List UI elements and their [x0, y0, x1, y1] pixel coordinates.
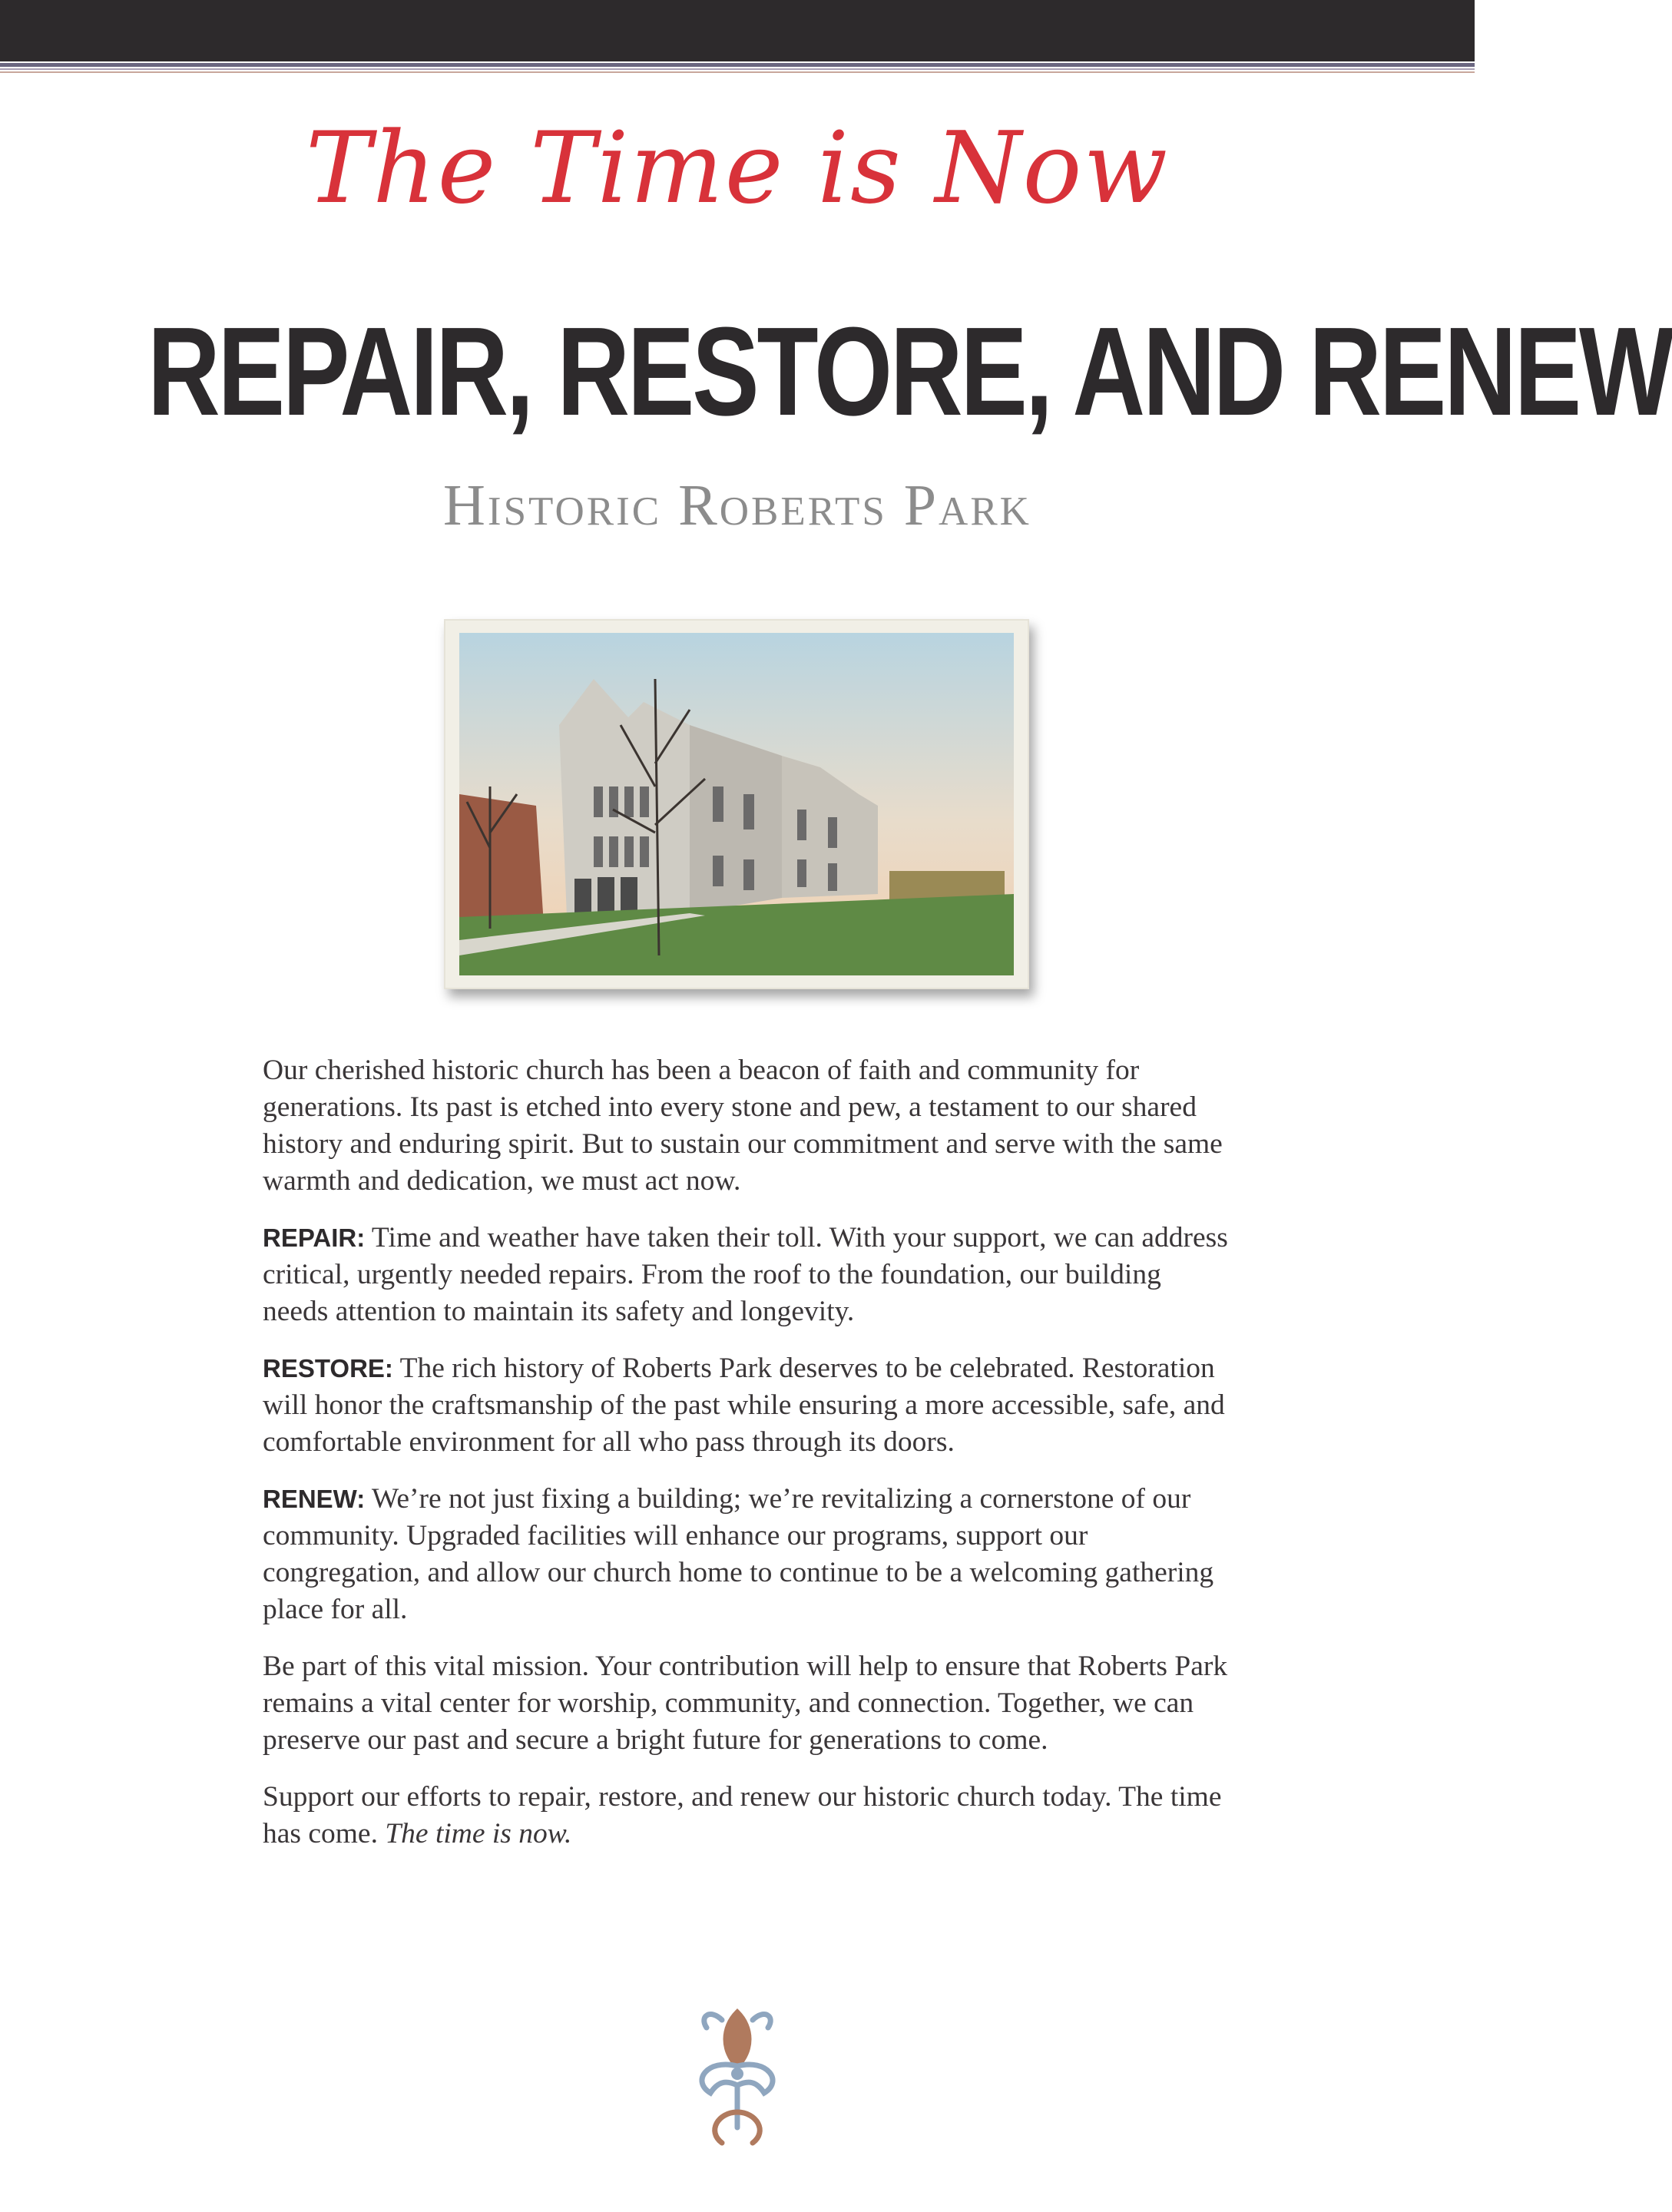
church-illustration [459, 633, 1014, 975]
renew-label: RENEW: [263, 1485, 366, 1513]
subtitle: Historic Roberts Park [443, 473, 1031, 538]
repair-label: REPAIR: [263, 1224, 366, 1252]
intro-paragraph: Our cherished historic church has been a beacon of faith and community for generations. Its past is etched into every stone and pew, a testament to our shared history and enduring spirit. But to sustain our commitment and serve with the same warmth and dedication, we must act now. [263, 1055, 1223, 1197]
script-title: The Time is Now [305, 111, 1170, 226]
header-rule-lavender [0, 68, 1475, 70]
body-text [263, 1052, 1230, 1873]
renew-text: We’re not just fixing a building; we’re revitalizing a cornerstone of our community. Upgraded facilities will enhance our programs, support our congregation, and allow our church home to continue to be a welcoming gathering place for all. [263, 1483, 1214, 1625]
repair-text: Time and weather have taken their toll. With your support, we can address critical, urgently needed repairs. From the roof to the foundation, our building needs attention to maintain its safety and longevity. [263, 1222, 1228, 1327]
top-banner-bar [0, 0, 1475, 61]
header-rule-rose [0, 71, 1475, 73]
restore-text: The rich history of Roberts Park deserves to be celebrated. Restoration will honor the craftsmanship of the past while ensuring a more accessible, safe, and comfortable environment for all who pass through its doors. [263, 1353, 1225, 1458]
main-title: REPAIR, RESTORE, AND RENEW [147, 301, 1672, 442]
fleur-de-lis-ornament-icon [676, 1997, 799, 2151]
mission-paragraph: Be part of this vital mission. Your contribution will help to ensure that Roberts Park remains a vital center for worship, community, and connection. Together, we can preserve our past and secure a bright future for generations to come. [263, 1651, 1228, 1756]
restore-label: RESTORE: [263, 1354, 393, 1382]
repair-paragraph [263, 1220, 1230, 1330]
closing-italic-text: The time is now. [385, 1818, 572, 1849]
church-postcard-photo [444, 619, 1029, 989]
renew-paragraph [263, 1481, 1230, 1628]
header-rule-purple [0, 63, 1475, 67]
closing-text: Support our efforts to repair, restore, and renew our historic church today. The time has come. [263, 1781, 1222, 1849]
restore-paragraph [263, 1350, 1230, 1461]
closing-paragraph [263, 1779, 1230, 1853]
